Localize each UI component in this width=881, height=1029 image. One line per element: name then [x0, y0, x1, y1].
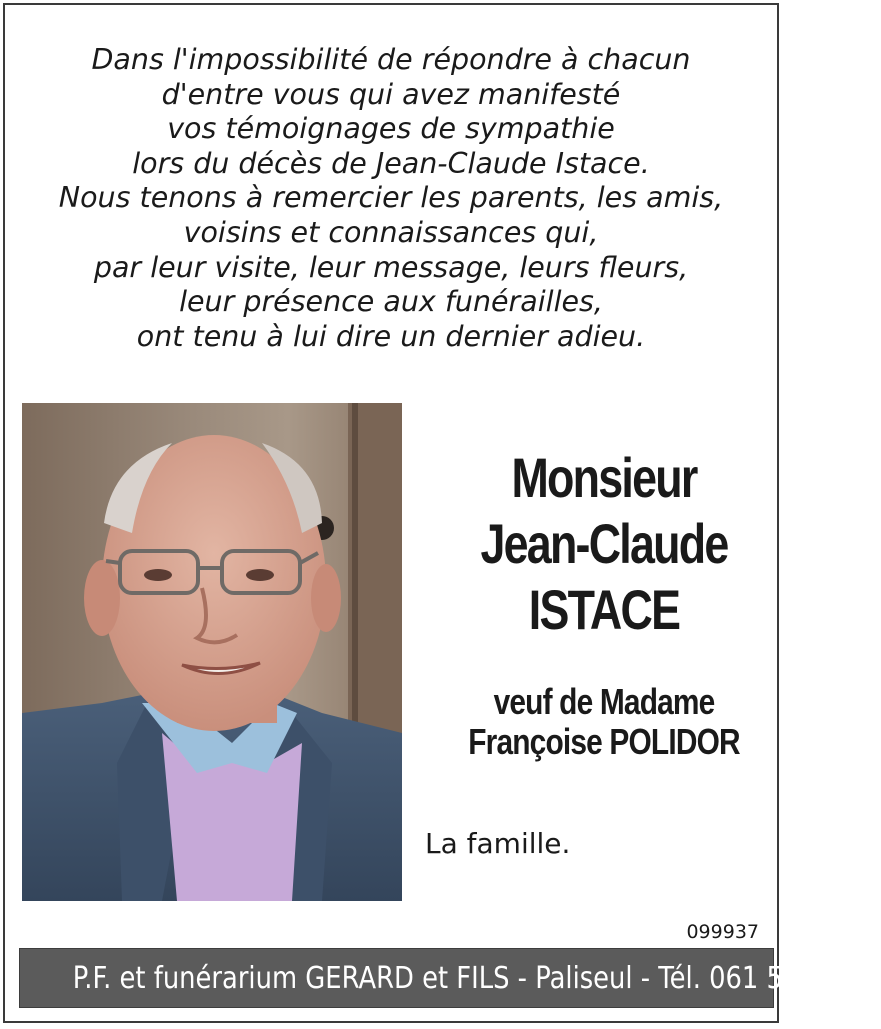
funeral-home-info: P.F. et funérarium GERARD et FILS - Paliseul - Tél. 061 53 32 84 [72, 961, 881, 996]
thanks-line: leur présence aux funérailles, [179, 285, 603, 319]
funeral-home-banner [19, 948, 881, 1008]
name-line: ISTACE [528, 578, 680, 641]
thanks-line: par leur visite, leur message, leurs fleurs, [93, 250, 689, 284]
widower-line: veuf de Madame [493, 681, 715, 722]
portrait-photo [22, 403, 402, 901]
thanks-line: vos témoignages de sympathie [167, 112, 615, 146]
thanks-line: lors du décès de Jean-Claude Istace. [132, 146, 650, 180]
family-signature: La famille. [425, 827, 571, 860]
widower-line: Françoise POLIDOR [468, 721, 740, 762]
thanks-line: voisins et connaissances qui, [183, 215, 599, 249]
thanks-line: ont tenu à lui dire un dernier adieu. [136, 319, 646, 353]
deceased-name [419, 445, 789, 643]
widower-of [419, 682, 789, 762]
thanks-line: d'entre vous qui avez manifesté [161, 77, 621, 111]
name-line: Jean-Claude [480, 512, 728, 575]
thanks-line: Nous tenons à remercier les parents, les amis, [58, 181, 724, 215]
obituary-frame [3, 3, 881, 1023]
thanks-line: Dans l'impossibilité de répondre à chacun [91, 43, 691, 76]
name-line: Monsieur [511, 446, 697, 509]
reference-number: 099937 [686, 921, 759, 943]
thanks-message [25, 43, 757, 354]
